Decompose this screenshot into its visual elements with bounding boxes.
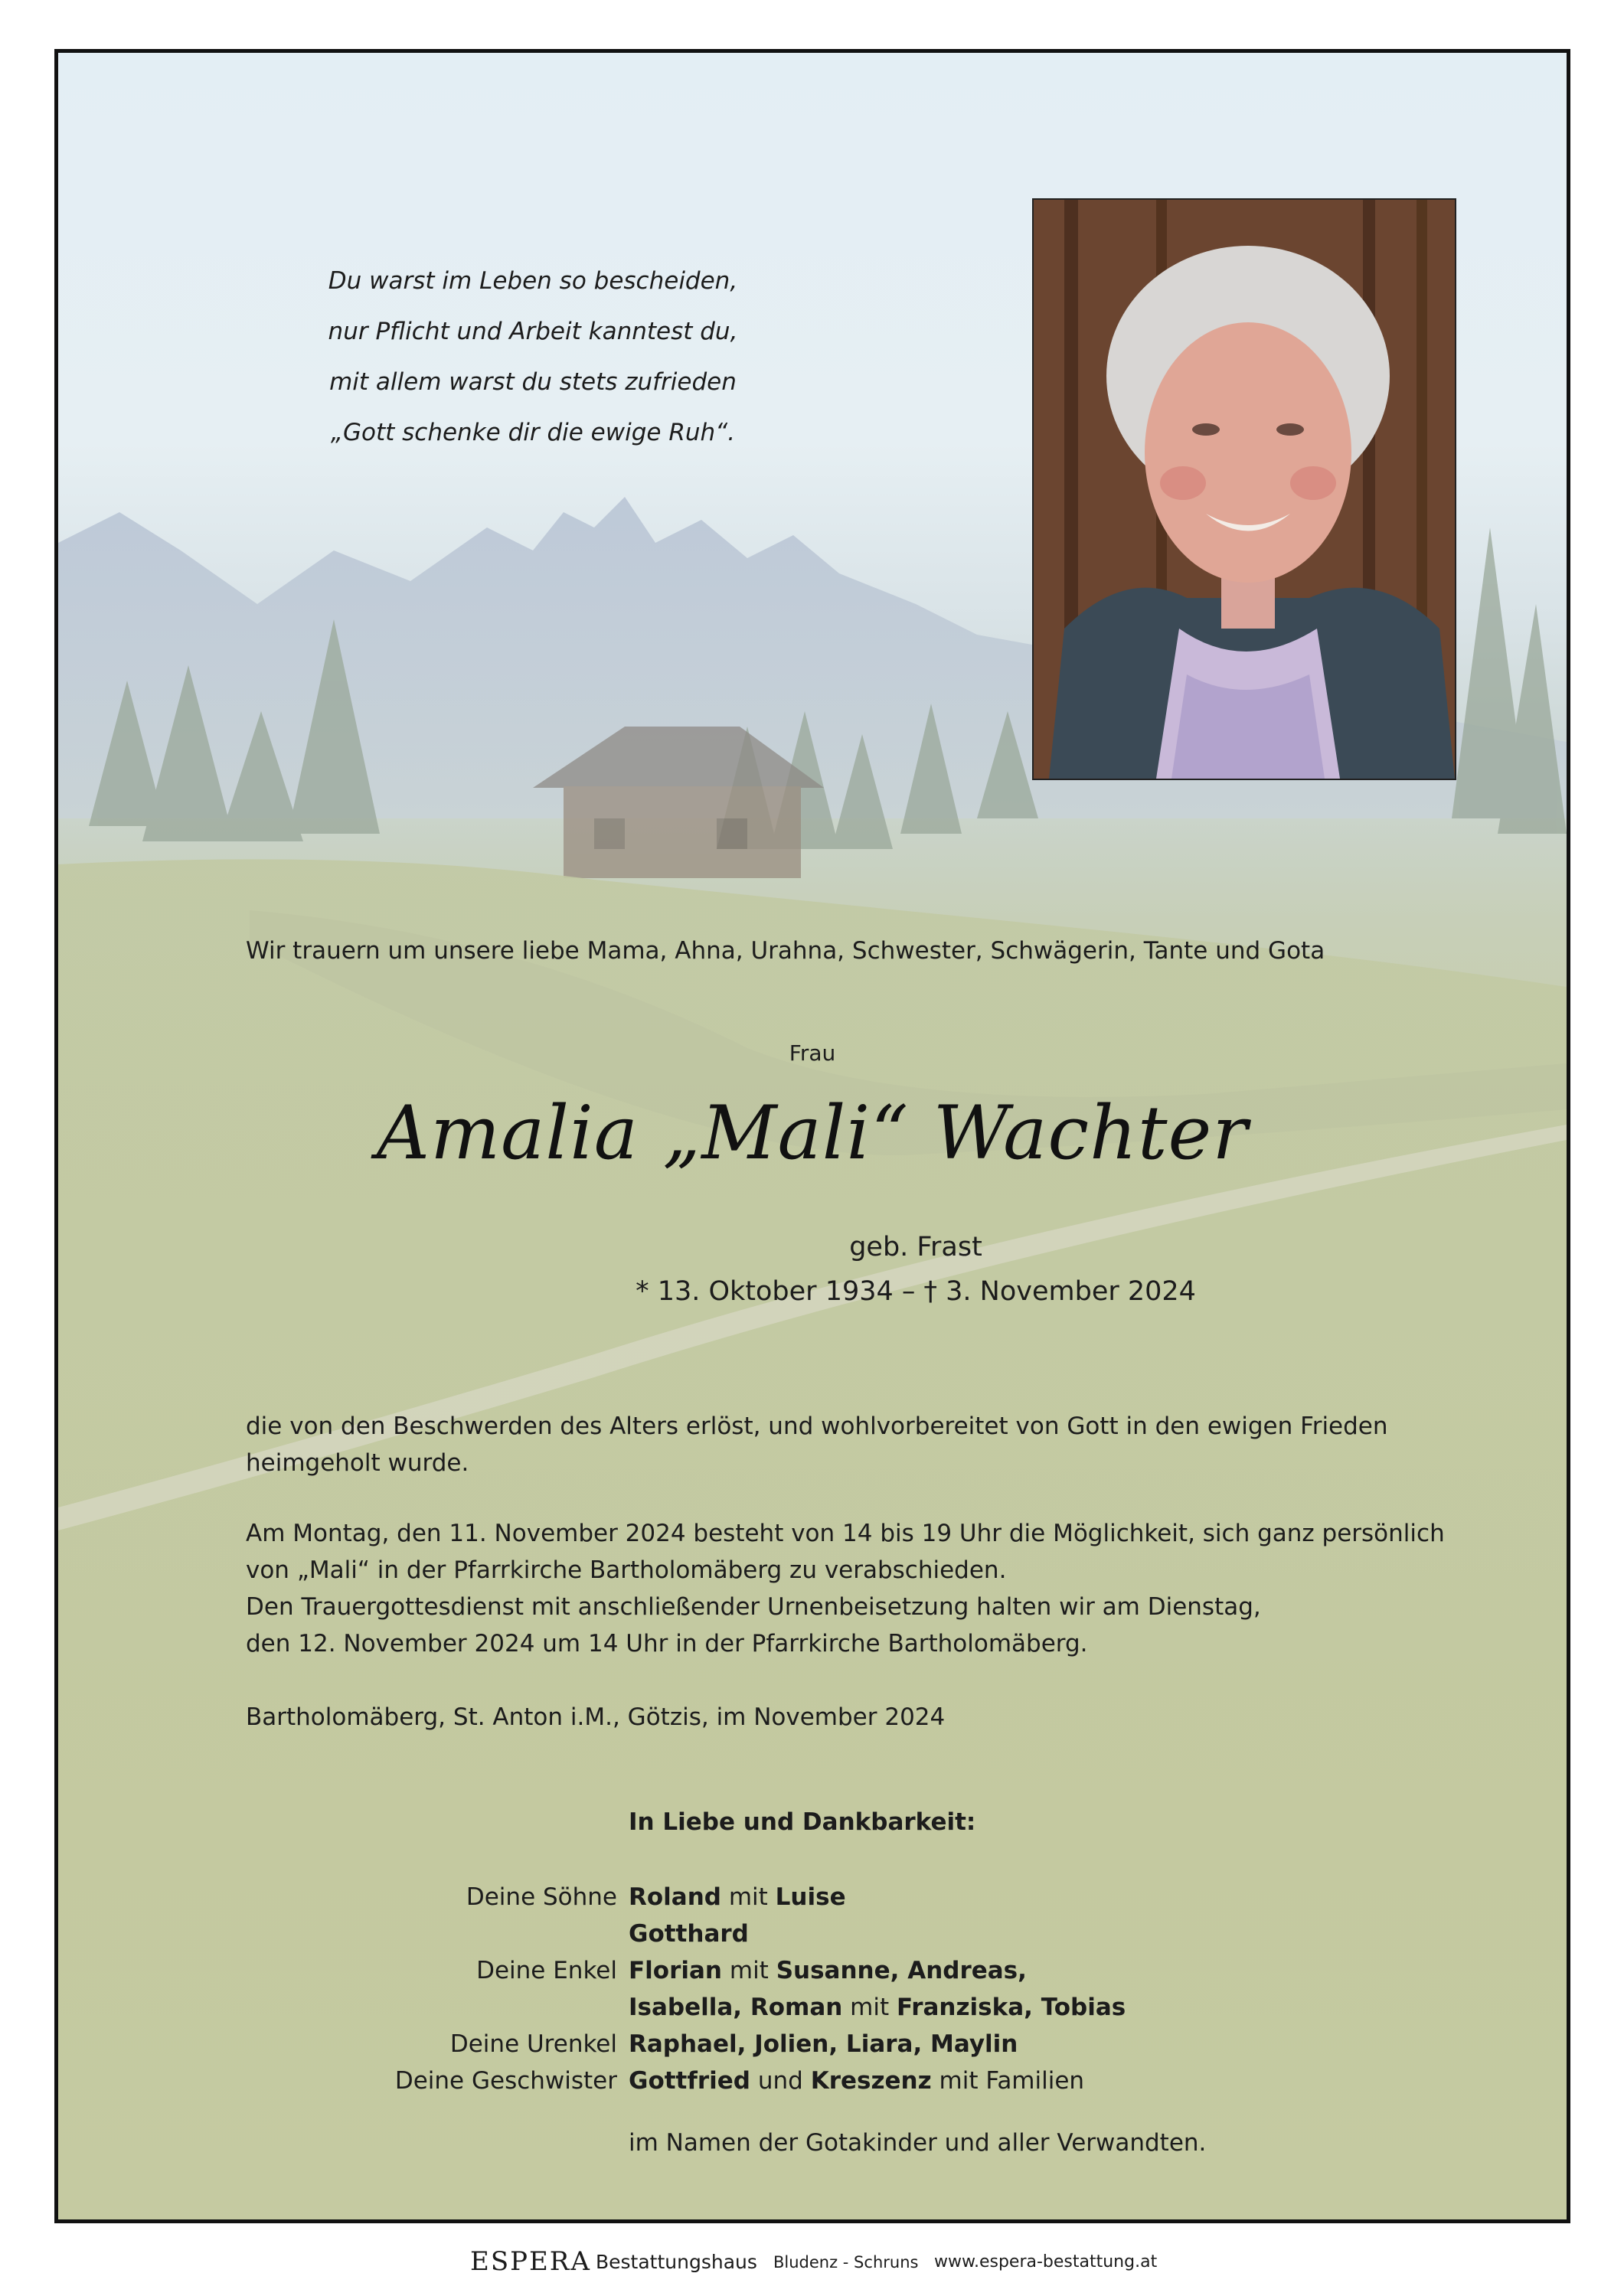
portrait-photo — [1032, 198, 1456, 780]
memorial-quote — [319, 256, 747, 458]
family-row-grandchildren — [58, 1952, 1567, 1989]
paragraph-passing — [246, 1408, 1563, 1481]
deceased-name: Amalia „Mali“ Wachter — [376, 1090, 1249, 1176]
quote-line: mit allem warst du stets zufrieden — [329, 368, 737, 396]
family-connector: mit Familien — [931, 2067, 1085, 2095]
family-names — [629, 1989, 1126, 2026]
footer-url[interactable]: www.espera-bestattung.at — [934, 2252, 1158, 2272]
family-connector: mit — [721, 1883, 776, 1911]
place-and-date: Bartholomäberg, St. Anton i.M., Götzis, im November 2024 — [246, 1703, 946, 1731]
family-row-grandchildren-2 — [58, 1989, 1567, 2026]
footer-location: Bludenz - Schruns — [773, 2253, 919, 2272]
paragraph-line: Am Montag, den 11. November 2024 besteht von 14 bis 19 Uhr die Möglichkeit, sich ganz persönlich — [246, 1520, 1445, 1547]
thanks-heading: In Liebe und Dankbarkeit: — [629, 1808, 976, 1836]
family-names — [629, 1879, 846, 1916]
maiden-name: geb. Frast — [849, 1232, 982, 1262]
family-connector: und — [750, 2067, 811, 2095]
family-name: Florian — [629, 1957, 723, 1984]
family-name: Susanne, Andreas, — [776, 1957, 1027, 1984]
family-name: Isabella, Roman — [629, 1994, 843, 2021]
family-label: Deine Söhne — [466, 1883, 617, 1911]
family-row-great-grandchildren — [58, 2026, 1567, 2062]
paragraph-funeral-details — [246, 1515, 1563, 1662]
family-name: Gotthard — [629, 1920, 749, 1948]
paragraph-line: heimgeholt wurde. — [246, 1449, 469, 1477]
paragraph-line: Den Trauergottesdienst mit anschließender Urnenbeisetzung halten wir am Dienstag, — [246, 1593, 1261, 1621]
brand-subtitle: Bestattungshaus — [596, 2251, 757, 2273]
paragraph-line: die von den Beschwerden des Alters erlöst, und wohlvorbereitet von Gott in den ewigen Frieden — [246, 1413, 1388, 1440]
quote-line: nur Pflicht und Arbeit kanntest du, — [328, 318, 738, 345]
family-label: Deine Enkel — [476, 1957, 617, 1984]
family-list — [58, 1879, 1567, 2099]
salutation: Frau — [789, 1040, 836, 1066]
notice-frame — [54, 49, 1570, 2223]
family-name: Raphael, Jolien, Liara, Maylin — [629, 2030, 1018, 2058]
paragraph-line: von „Mali“ in der Pfarrkirche Bartholomäberg zu verabschieden. — [246, 1556, 1007, 1584]
family-name: Luise — [775, 1883, 846, 1911]
family-names — [629, 1952, 1027, 1989]
quote-line: „Gott schenke dir die ewige Ruh“. — [330, 419, 736, 446]
family-row-siblings — [58, 2062, 1567, 2099]
life-dates: * 13. Oktober 1934 – † 3. November 2024 — [636, 1276, 1196, 1307]
family-row-sons-2 — [58, 1916, 1567, 1952]
family-connector: mit — [722, 1957, 776, 1984]
portrait-illustration — [1034, 200, 1455, 779]
family-names — [629, 2062, 1084, 2099]
brand-logo: ESPERA — [470, 2246, 591, 2277]
family-row-sons — [58, 1879, 1567, 1916]
footer — [0, 2236, 1624, 2281]
family-label: Deine Geschwister — [394, 2067, 617, 2095]
intro-line: Wir trauern um unsere liebe Mama, Ahna, Urahna, Schwester, Schwägerin, Tante und Gota — [246, 937, 1325, 965]
family-connector: mit — [842, 1994, 897, 2021]
paragraph-line: den 12. November 2024 um 14 Uhr in der Pfarrkirche Bartholomäberg. — [246, 1630, 1088, 1657]
family-name: Gottfried — [629, 2067, 750, 2095]
closing-line: im Namen der Gotakinder und aller Verwandten. — [629, 2129, 1207, 2157]
quote-line: Du warst im Leben so bescheiden, — [328, 267, 738, 295]
family-name: Franziska, Tobias — [897, 1994, 1126, 2021]
family-name: Roland — [629, 1883, 721, 1911]
family-name: Kreszenz — [810, 2067, 932, 2095]
family-label: Deine Urenkel — [449, 2030, 617, 2058]
